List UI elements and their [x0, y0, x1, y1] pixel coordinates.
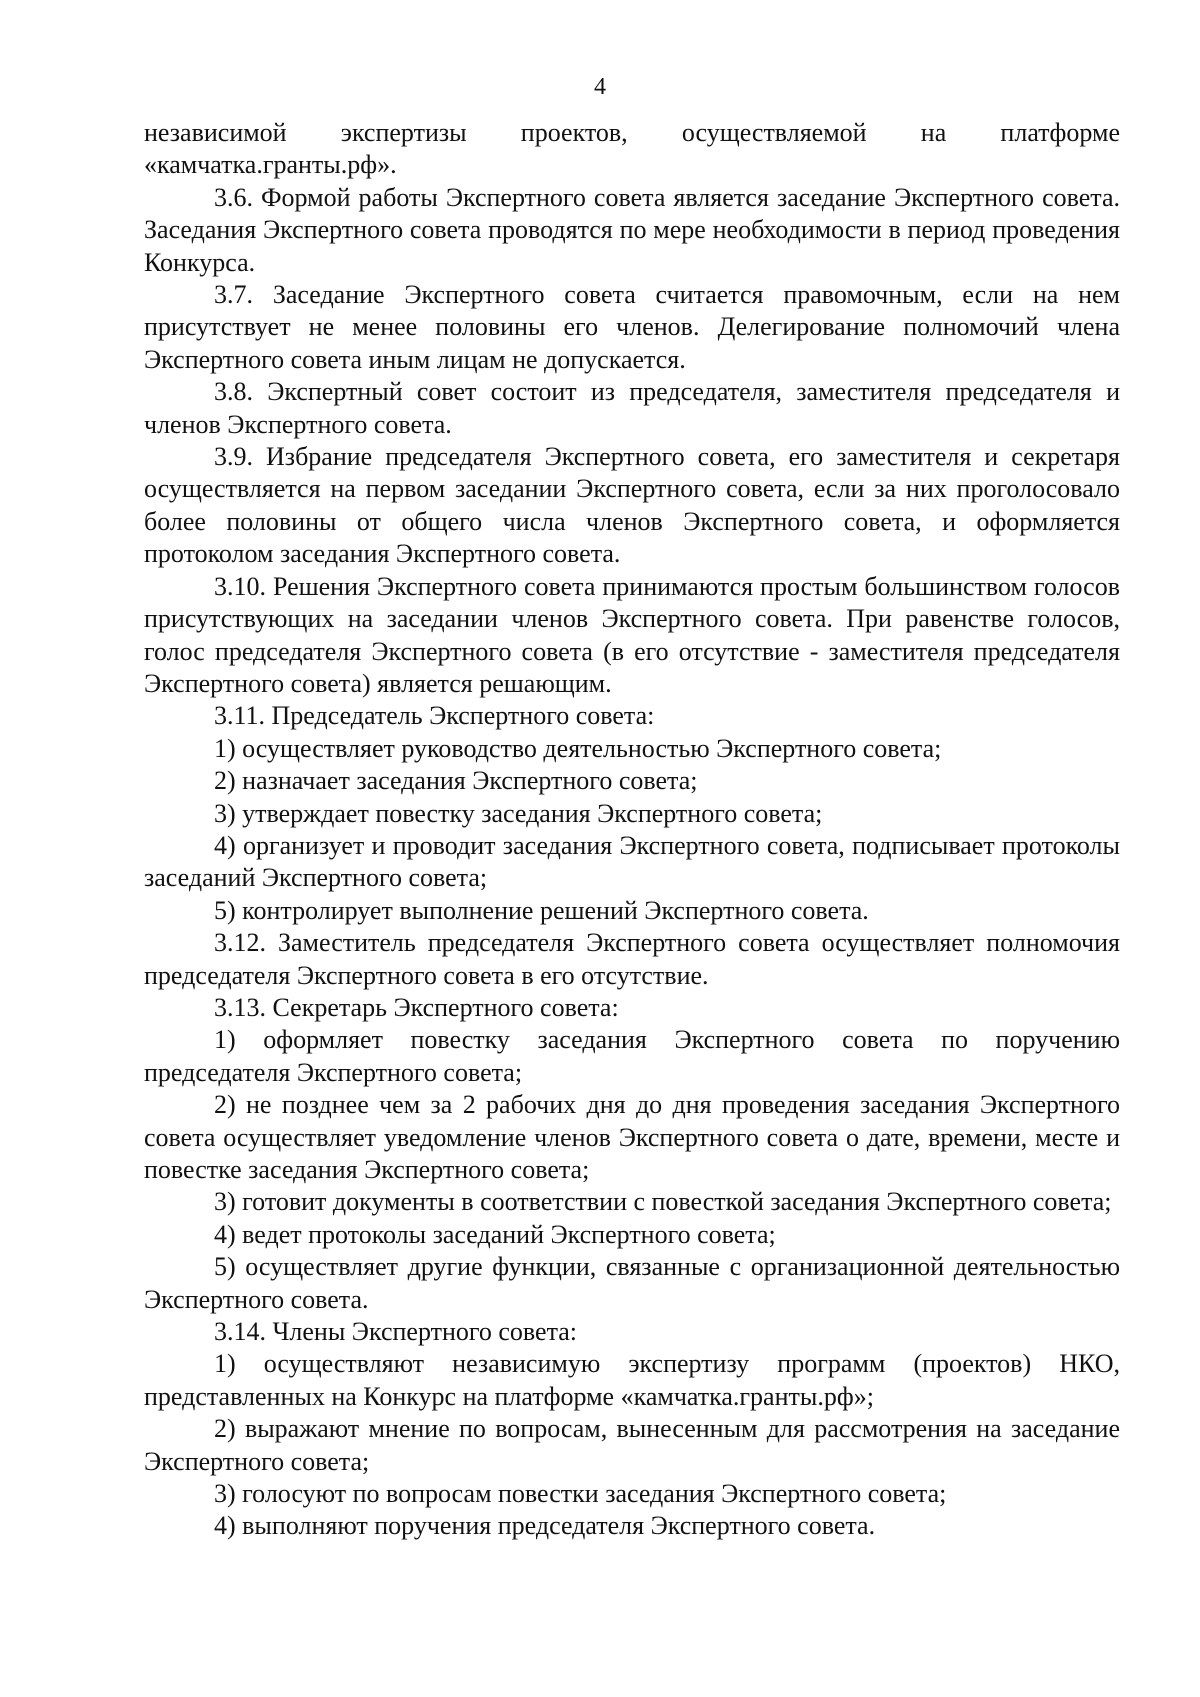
clause-3-11-item-4: 4) организует и проводит заседания Экспертного совета, подписывает протоколы заседаний Экспертного совета;	[144, 830, 1120, 893]
clause-3-11-heading: 3.11. Председатель Экспертного совета:	[214, 701, 655, 731]
clause-3-13-item-3: 3) готовит документы в соответствии с повесткой заседания Экспертного совета;	[214, 1187, 1112, 1217]
clause-3-13-item-1: 1) оформляет повестку заседания Экспертного совета по поручению председателя Экспертного совета;	[144, 1025, 1120, 1087]
clause-3-8: 3.8. Экспертный совет состоит из председателя, заместителя председателя и членов Экспертного совета.	[144, 377, 1120, 439]
clause-3-14-heading: 3.14. Члены Экспертного совета:	[214, 1317, 578, 1347]
clause-3-6: 3.6. Формой работы Экспертного совета является заседание Экспертного совета. Заседания Экспертного совета проводятся по мере необходимости в период проведения Конкурса.	[144, 182, 1120, 277]
clause-3-14-item-4: 4) выполняют поручения председателя Экспертного совета.	[214, 1511, 876, 1541]
clause-3-14-item-3: 3) голосуют по вопросам повестки заседания Экспертного совета;	[214, 1479, 947, 1509]
page-number: 4	[594, 74, 606, 100]
clause-3-11-item-3: 3) утверждает повестку заседания Экспертного совета;	[214, 798, 823, 828]
clause-3-11-item-2: 2) назначает заседания Экспертного совета;	[214, 766, 698, 796]
clause-3-13-heading: 3.13. Секретарь Экспертного совета:	[214, 992, 619, 1022]
clause-3-11-item-1: 1) осуществляет руководство деятельностью Экспертного совета;	[214, 733, 942, 763]
clause-3-13-item-4: 4) ведет протоколы заседаний Экспертного совета;	[214, 1219, 776, 1249]
paragraph-continuation: независимой экспертизы проектов, осуществляемой на платформе «камчатка.гранты.рф».	[144, 118, 1120, 180]
document-body	[144, 117, 1120, 1543]
clause-3-14-item-1: 1) осуществляют независимую экспертизу программ (проектов) НКО, представленных на Конкурс на платформе «камчатка.гранты.рф»;	[144, 1349, 1120, 1411]
clause-3-14-item-2: 2) выражают мнение по вопросам, вынесенным для рассмотрения на заседание Экспертного совета;	[144, 1414, 1120, 1476]
clause-3-12: 3.12. Заместитель председателя Экспертного совета осуществляет полномочия председателя Экспертного совета в его отсутствие.	[144, 928, 1120, 990]
clause-3-7: 3.7. Заседание Экспертного совета считается правомочным, если на нем присутствует не менее половины его членов. Делегирование полномочий члена Экспертного совета иным лицам не допускается.	[144, 280, 1120, 374]
clause-3-13-item-5: 5) осуществляет другие функции, связанные с организационной деятельностью Экспертного совета.	[144, 1252, 1120, 1314]
clause-3-11-item-5: 5) контролирует выполнение решений Экспертного совета.	[214, 895, 869, 925]
clause-3-9: 3.9. Избрание председателя Экспертного совета, его заместителя и секретаря осуществляется на первом заседании Экспертного совета, если за них проголосовало более половины от общего числа членов Экспертного совета, и оформляется протоколом заседания Экспертного совета.	[144, 442, 1120, 569]
clause-3-13-item-2: 2) не позднее чем за 2 рабочих дня до дня проведения заседания Экспертного совета осуществляет уведомление членов Экспертного совета о дате, времени, месте и повестке заседания Экспертного совета;	[144, 1090, 1120, 1184]
clause-3-10: 3.10. Решения Экспертного совета принимаются простым большинством голосов присутствующих на заседании членов Экспертного совета. При равенстве голосов, голос председателя Экспертного совета (в его отсутствие - заместителя председателя Экспертного совета) является решающим.	[144, 571, 1120, 698]
